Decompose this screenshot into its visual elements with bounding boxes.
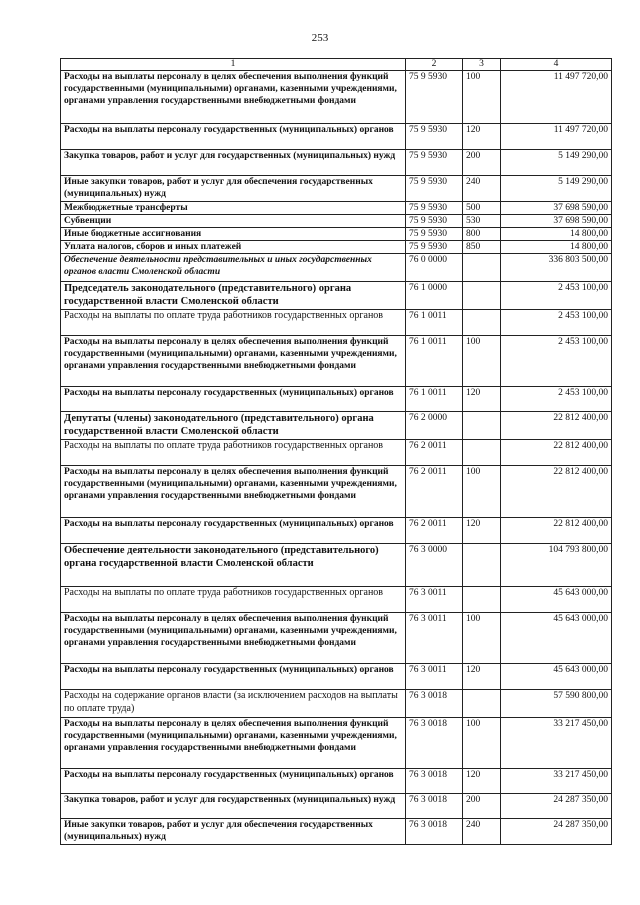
row-kind-cell: 100 (463, 718, 501, 769)
row-kind-cell (463, 690, 501, 718)
table-row (61, 176, 612, 202)
row-kind-cell: 100 (463, 336, 501, 387)
row-amount-cell: 5 149 290,00 (501, 176, 612, 202)
row-code-cell: 76 3 0011 (406, 613, 463, 664)
table-row (61, 690, 612, 718)
row-code-cell: 76 1 0000 (406, 282, 463, 310)
row-code-cell: 75 9 5930 (406, 124, 463, 150)
row-kind-cell (463, 440, 501, 466)
row-kind-cell: 120 (463, 769, 501, 794)
row-kind-cell: 850 (463, 241, 501, 254)
table-row (61, 215, 612, 228)
row-name-cell: Обеспечение деятельности законодательного (представительного) органа государственной власти Смоленской области (61, 544, 406, 587)
row-amount-cell: 45 643 000,00 (501, 587, 612, 613)
row-code-cell: 75 9 5930 (406, 202, 463, 215)
row-kind-cell: 800 (463, 228, 501, 241)
row-kind-cell (463, 412, 501, 440)
row-code-cell: 75 9 5930 (406, 215, 463, 228)
table-row (61, 587, 612, 613)
row-amount-cell: 33 217 450,00 (501, 718, 612, 769)
row-code-cell: 76 3 0018 (406, 690, 463, 718)
row-code-cell: 76 3 0000 (406, 544, 463, 587)
row-code-cell: 75 9 5930 (406, 241, 463, 254)
row-amount-cell: 24 287 350,00 (501, 794, 612, 819)
row-kind-cell (463, 310, 501, 336)
row-code-cell: 76 3 0011 (406, 664, 463, 690)
row-kind-cell: 100 (463, 613, 501, 664)
row-name-cell: Расходы на содержание органов власти (за исключением расходов на выплаты по оплате труда) (61, 690, 406, 718)
table-row (61, 150, 612, 176)
row-name-cell: Председатель законодательного (представительного) органа государственной власти Смоленской области (61, 282, 406, 310)
table-body (61, 71, 612, 845)
row-amount-cell: 336 803 500,00 (501, 254, 612, 282)
table-row (61, 718, 612, 769)
row-code-cell: 76 3 0011 (406, 587, 463, 613)
column-header-2: 2 (406, 59, 463, 71)
table-header (61, 59, 612, 71)
row-amount-cell: 11 497 720,00 (501, 124, 612, 150)
row-name-cell: Субвенции (61, 215, 406, 228)
row-code-cell: 76 2 0011 (406, 466, 463, 518)
table-row (61, 282, 612, 310)
row-code-cell: 76 3 0018 (406, 819, 463, 845)
budget-table (60, 58, 612, 845)
row-kind-cell: 200 (463, 150, 501, 176)
table-row (61, 124, 612, 150)
row-code-cell: 76 0 0000 (406, 254, 463, 282)
row-amount-cell: 22 812 400,00 (501, 518, 612, 544)
row-name-cell: Расходы на выплаты персоналу в целях обеспечения выполнения функций государственными (муниципальными) органами, казенными учреждениями, органами управления государственными внебюджетными фондами (61, 613, 406, 664)
row-name-cell: Расходы на выплаты персоналу в целях обеспечения выполнения функций государственными (муниципальными) органами, казенными учреждениями, органами управления государственными внебюджетными фондами (61, 336, 406, 387)
row-amount-cell: 57 590 800,00 (501, 690, 612, 718)
row-name-cell: Расходы на выплаты персоналу в целях обеспечения выполнения функций государственными (муниципальными) органами, казенными учреждениями, органами управления государственными внебюджетными фондами (61, 71, 406, 124)
row-amount-cell: 24 287 350,00 (501, 819, 612, 845)
row-code-cell: 76 1 0011 (406, 336, 463, 387)
row-code-cell: 76 3 0018 (406, 718, 463, 769)
row-code-cell: 76 2 0011 (406, 440, 463, 466)
row-name-cell: Иные закупки товаров, работ и услуг для обеспечения государственных (муниципальных) нужд (61, 176, 406, 202)
table-row (61, 241, 612, 254)
table-row (61, 202, 612, 215)
row-amount-cell: 37 698 590,00 (501, 202, 612, 215)
row-kind-cell (463, 587, 501, 613)
row-kind-cell: 240 (463, 176, 501, 202)
table-row (61, 387, 612, 412)
column-header-4: 4 (501, 59, 612, 71)
row-amount-cell: 2 453 100,00 (501, 310, 612, 336)
row-name-cell: Уплата налогов, сборов и иных платежей (61, 241, 406, 254)
table-row (61, 769, 612, 794)
row-name-cell: Расходы на выплаты по оплате труда работников государственных органов (61, 310, 406, 336)
row-kind-cell: 100 (463, 71, 501, 124)
row-name-cell: Иные закупки товаров, работ и услуг для обеспечения государственных (муниципальных) нужд (61, 819, 406, 845)
row-amount-cell: 22 812 400,00 (501, 412, 612, 440)
row-amount-cell: 45 643 000,00 (501, 664, 612, 690)
table-row (61, 254, 612, 282)
page-number: 253 (311, 32, 329, 44)
row-name-cell: Расходы на выплаты персоналу государственных (муниципальных) органов (61, 124, 406, 150)
row-amount-cell: 2 453 100,00 (501, 336, 612, 387)
row-code-cell: 76 1 0011 (406, 310, 463, 336)
row-name-cell: Расходы на выплаты персоналу в целях обеспечения выполнения функций государственными (муниципальными) органами, казенными учреждениями, органами управления государственными внебюджетными фондами (61, 466, 406, 518)
row-name-cell: Обеспечение деятельности представительных и иных государственных органов власти Смоленской области (61, 254, 406, 282)
row-code-cell: 76 2 0011 (406, 518, 463, 544)
row-code-cell: 75 9 5930 (406, 71, 463, 124)
row-amount-cell: 45 643 000,00 (501, 613, 612, 664)
row-amount-cell: 11 497 720,00 (501, 71, 612, 124)
row-kind-cell: 530 (463, 215, 501, 228)
column-header-3: 3 (463, 59, 501, 71)
row-code-cell: 75 9 5930 (406, 176, 463, 202)
row-amount-cell: 22 812 400,00 (501, 466, 612, 518)
row-kind-cell (463, 282, 501, 310)
row-kind-cell (463, 544, 501, 587)
row-name-cell: Расходы на выплаты персоналу в целях обеспечения выполнения функций государственными (муниципальными) органами, казенными учреждениями, органами управления государственными внебюджетными фондами (61, 718, 406, 769)
table-row (61, 466, 612, 518)
row-code-cell: 76 2 0000 (406, 412, 463, 440)
row-kind-cell: 100 (463, 466, 501, 518)
row-amount-cell: 2 453 100,00 (501, 282, 612, 310)
row-amount-cell: 2 453 100,00 (501, 387, 612, 412)
row-name-cell: Иные бюджетные ассигнования (61, 228, 406, 241)
row-amount-cell: 14 800,00 (501, 228, 612, 241)
table-row (61, 336, 612, 387)
row-code-cell: 75 9 5930 (406, 228, 463, 241)
row-code-cell: 75 9 5930 (406, 150, 463, 176)
table-row (61, 310, 612, 336)
table-row (61, 412, 612, 440)
row-kind-cell (463, 254, 501, 282)
row-code-cell: 76 1 0011 (406, 387, 463, 412)
row-name-cell: Расходы на выплаты персоналу государственных (муниципальных) органов (61, 387, 406, 412)
column-header-1: 1 (61, 59, 406, 71)
row-name-cell: Депутаты (члены) законодательного (представительного) органа государственной власти Смоленской области (61, 412, 406, 440)
row-name-cell: Расходы на выплаты персоналу государственных (муниципальных) органов (61, 518, 406, 544)
table-row (61, 71, 612, 124)
row-amount-cell: 104 793 800,00 (501, 544, 612, 587)
table-row (61, 440, 612, 466)
table-row (61, 544, 612, 587)
table-row (61, 664, 612, 690)
row-amount-cell: 14 800,00 (501, 241, 612, 254)
table-row (61, 794, 612, 819)
row-name-cell: Расходы на выплаты персоналу государственных (муниципальных) органов (61, 664, 406, 690)
row-name-cell: Закупка товаров, работ и услуг для государственных (муниципальных) нужд (61, 794, 406, 819)
table-row (61, 518, 612, 544)
row-name-cell: Расходы на выплаты по оплате труда работников государственных органов (61, 440, 406, 466)
row-kind-cell: 120 (463, 124, 501, 150)
row-kind-cell: 120 (463, 518, 501, 544)
row-name-cell: Расходы на выплаты по оплате труда работников государственных органов (61, 587, 406, 613)
header-row (61, 59, 612, 71)
row-kind-cell: 120 (463, 664, 501, 690)
row-name-cell: Расходы на выплаты персоналу государственных (муниципальных) органов (61, 769, 406, 794)
row-name-cell: Межбюджетные трансферты (61, 202, 406, 215)
row-amount-cell: 22 812 400,00 (501, 440, 612, 466)
row-amount-cell: 37 698 590,00 (501, 215, 612, 228)
row-code-cell: 76 3 0018 (406, 794, 463, 819)
row-amount-cell: 33 217 450,00 (501, 769, 612, 794)
table-row (61, 819, 612, 845)
row-kind-cell: 200 (463, 794, 501, 819)
row-code-cell: 76 3 0018 (406, 769, 463, 794)
row-amount-cell: 5 149 290,00 (501, 150, 612, 176)
table-row (61, 228, 612, 241)
row-name-cell: Закупка товаров, работ и услуг для государственных (муниципальных) нужд (61, 150, 406, 176)
row-kind-cell: 240 (463, 819, 501, 845)
row-kind-cell: 500 (463, 202, 501, 215)
table-row (61, 613, 612, 664)
row-kind-cell: 120 (463, 387, 501, 412)
